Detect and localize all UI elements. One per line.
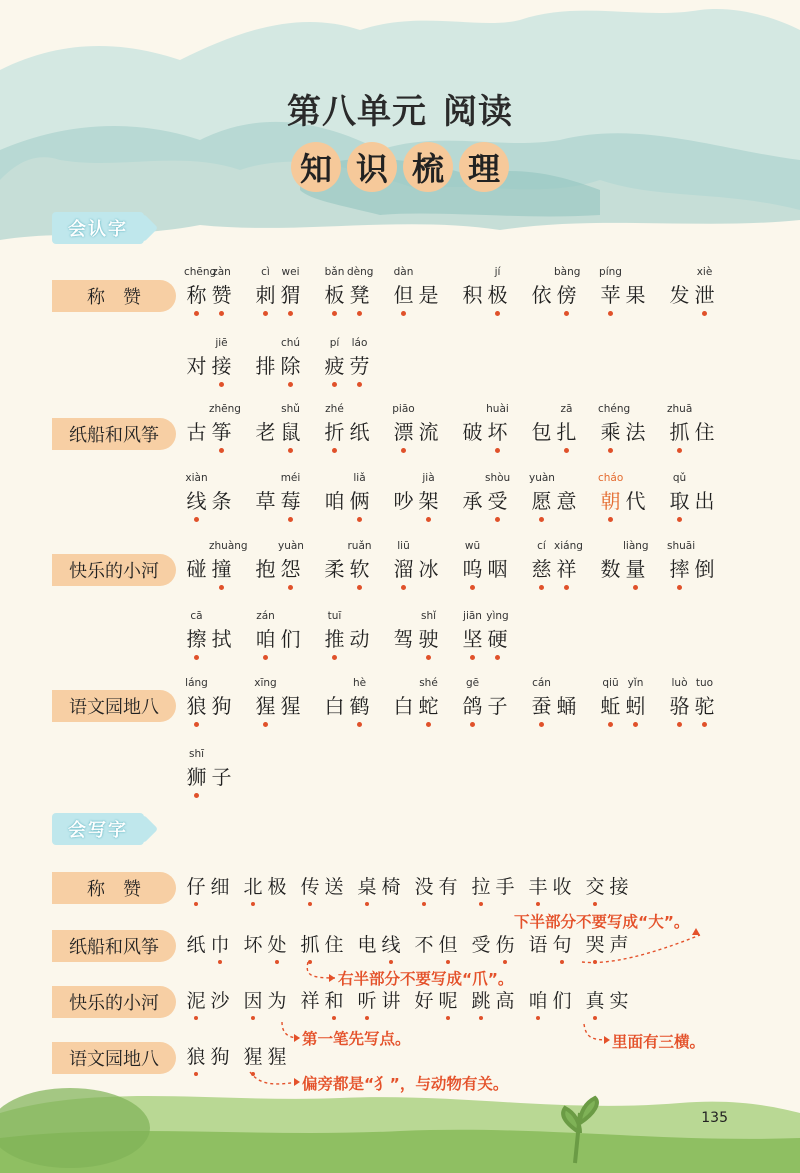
subtitle-char: 梳 [403, 142, 453, 192]
hanzi-char: 傍 [554, 282, 579, 308]
hanzi-char: 流 [418, 420, 439, 444]
hanzi-char: 为 [267, 990, 287, 1012]
pinyin-syllable: shé [419, 677, 438, 689]
hanzi-char: 数 [600, 557, 621, 581]
pinyin-syllable: láo [351, 337, 368, 349]
pinyin-syllable: zhé [325, 403, 344, 415]
pinyin-syllable: shuāi [667, 540, 696, 552]
hanzi-char: 丰 [526, 874, 550, 900]
hanzi-char: 伤 [493, 932, 517, 958]
hanzi-char: 莓 [278, 488, 303, 514]
subtitle-char: 识 [347, 142, 397, 192]
hanzi-char: 狗 [210, 1046, 230, 1068]
hanzi-char: 漂 [391, 419, 416, 445]
hanzi-char: 猩 [280, 694, 301, 718]
hanzi-char: 板 [322, 282, 347, 308]
pinyin-syllable: jí [494, 266, 501, 278]
pinyin-syllable: liū [397, 540, 410, 552]
note-zhen: 里面有三横。 [612, 1033, 706, 1051]
pinyin-syllable: ruǎn [347, 540, 372, 552]
hanzi-char: 咱 [253, 626, 278, 652]
pinyin-syllable: dèng [347, 266, 374, 278]
recognize-heading: 会认字 [52, 212, 144, 244]
hanzi-char: 劳 [347, 353, 372, 379]
hanzi-char: 除 [278, 353, 303, 379]
hanzi-char: 坏 [243, 934, 263, 956]
hanzi-char: 受 [471, 934, 491, 956]
hanzi-char: 拭 [211, 627, 232, 651]
pinyin-syllable: yǐn [627, 677, 644, 689]
hanzi-char: 条 [211, 489, 232, 513]
hanzi-char: 和 [322, 988, 346, 1014]
hanzi-char: 是 [418, 283, 439, 307]
pinyin-syllable: chēng [184, 266, 217, 278]
pinyin-syllable: yuàn [529, 472, 555, 484]
hanzi-char: 传 [298, 874, 322, 900]
lesson-tag: 语文园地八 [52, 1042, 176, 1074]
pinyin-syllable: yuàn [278, 540, 304, 552]
hanzi-char: 赞 [209, 282, 234, 308]
hanzi-char: 祥 [554, 556, 579, 582]
hanzi-char: 扎 [554, 419, 579, 445]
hanzi-char: 称 [184, 282, 209, 308]
hanzi-char: 沙 [210, 990, 230, 1012]
hanzi-char: 狼 [184, 693, 209, 719]
hanzi-char: 擦 [184, 626, 209, 652]
hanzi-char: 坚 [460, 626, 485, 652]
hanzi-char: 发 [669, 283, 690, 307]
hanzi-char: 极 [485, 282, 510, 308]
hanzi-char: 蚯 [598, 693, 623, 719]
hanzi-char: 撞 [209, 556, 234, 582]
hanzi-char: 依 [531, 283, 552, 307]
hanzi-char: 咱 [526, 988, 550, 1014]
hanzi-char: 软 [347, 556, 372, 582]
hanzi-char: 抓 [667, 419, 692, 445]
hanzi-char: 白 [324, 694, 345, 718]
hanzi-char: 鹤 [347, 693, 372, 719]
hanzi-char: 猬 [278, 282, 303, 308]
write-heading: 会写字 [52, 813, 144, 845]
pinyin-syllable: cì [261, 266, 270, 278]
hanzi-char: 咽 [487, 557, 508, 581]
hanzi-char: 白 [393, 694, 414, 718]
hanzi-char: 狗 [211, 694, 232, 718]
pinyin-syllable: huài [486, 403, 509, 415]
lesson-tag: 快乐的小河 [52, 554, 176, 586]
hanzi-char: 蚓 [623, 693, 648, 719]
lesson-tag: 称 赞 [52, 280, 176, 312]
hanzi-char: 硬 [485, 626, 510, 652]
pinyin-syllable: cí [537, 540, 546, 552]
hanzi-char: 交 [583, 874, 607, 900]
pinyin-syllable: xiàn [185, 472, 208, 484]
hanzi-char: 对 [186, 354, 207, 378]
hanzi-char: 吵 [393, 489, 414, 513]
pinyin-syllable: píng [599, 266, 622, 278]
note-xiang: 第一笔先写点。 [302, 1030, 411, 1048]
hanzi-char: 子 [487, 694, 508, 718]
hanzi-char: 果 [625, 283, 646, 307]
hanzi-char: 凳 [347, 282, 372, 308]
hanzi-char: 呢 [436, 988, 460, 1014]
pinyin-syllable: zhuàng [209, 540, 248, 552]
hanzi-char: 刺 [253, 282, 278, 308]
hanzi-char: 架 [416, 488, 441, 514]
lesson-tag: 纸船和风筝 [52, 418, 176, 450]
hanzi-char: 法 [625, 420, 646, 444]
hanzi-char: 祥 [300, 990, 320, 1012]
pinyin-syllable: zàn [212, 266, 231, 278]
hanzi-char: 但 [436, 932, 460, 958]
pinyin-syllable: wū [464, 540, 481, 552]
hanzi-char: 狼 [184, 1044, 208, 1070]
pinyin-syllable: jiān [463, 610, 482, 622]
pinyin-syllable: tuī [327, 610, 342, 622]
pinyin-syllable: qǔ [672, 472, 687, 484]
pinyin-syllable: jià [422, 472, 435, 484]
hanzi-char: 语 [528, 934, 548, 956]
hanzi-char: 不 [414, 934, 434, 956]
pinyin-syllable: cháo [598, 472, 624, 484]
pinyin-syllable: shǐ [420, 610, 437, 622]
hanzi-char: 处 [265, 932, 289, 958]
hanzi-char: 朝 [598, 488, 623, 514]
hanzi-char: 因 [241, 988, 265, 1014]
pinyin-syllable: zhēng [209, 403, 241, 415]
hanzi-char: 筝 [209, 419, 234, 445]
hanzi-char: 冰 [418, 557, 439, 581]
hanzi-char: 蚕 [529, 693, 554, 719]
hanzi-char: 草 [255, 489, 276, 513]
lesson-tag: 快乐的小河 [52, 986, 176, 1018]
hanzi-char: 蛹 [556, 694, 577, 718]
pinyin-syllable: cā [190, 610, 203, 622]
subtitle-char: 知 [291, 142, 341, 192]
hanzi-char: 坏 [485, 419, 510, 445]
hanzi-char: 怨 [278, 556, 303, 582]
hanzi-char: 泥 [184, 988, 208, 1014]
pinyin-syllable: tuo [695, 677, 714, 689]
hanzi-char: 抓 [298, 932, 322, 958]
hanzi-char: 取 [667, 488, 692, 514]
hanzi-char: 积 [462, 283, 483, 307]
pinyin-syllable: liàng [623, 540, 649, 552]
pinyin-syllable: dàn [393, 266, 414, 278]
hanzi-char: 子 [211, 765, 232, 789]
hanzi-char: 柔 [324, 557, 345, 581]
hanzi-char: 意 [556, 489, 577, 513]
hanzi-char: 泄 [692, 282, 717, 308]
hanzi-char: 有 [438, 876, 458, 898]
hanzi-char: 极 [267, 876, 287, 898]
hanzi-char: 真 [583, 988, 607, 1014]
pinyin-syllable: gē [465, 677, 480, 689]
hanzi-char: 动 [349, 627, 370, 651]
lesson-tag: 语文园地八 [52, 690, 176, 722]
hanzi-char: 包 [531, 420, 552, 444]
hanzi-char: 代 [625, 489, 646, 513]
hanzi-char: 猩 [267, 1046, 287, 1068]
pinyin-syllable: méi [280, 472, 301, 484]
hanzi-char: 驾 [393, 627, 414, 651]
pinyin-syllable: chéng [598, 403, 631, 415]
hanzi-char: 鼠 [278, 419, 303, 445]
pinyin-syllable: xīng [254, 677, 277, 689]
hanzi-char: 们 [552, 990, 572, 1012]
pinyin-syllable: shǔ [281, 403, 300, 415]
hanzi-char: 摔 [667, 556, 692, 582]
note-zhua: 右半部分不要写成“爪”。 [338, 970, 514, 988]
pinyin-syllable: chú [280, 337, 301, 349]
hanzi-char: 俩 [347, 488, 372, 514]
hanzi-char: 老 [255, 420, 276, 444]
hanzi-char: 溜 [391, 556, 416, 582]
hanzi-char: 听 [355, 988, 379, 1014]
pinyin-syllable: zán [256, 610, 275, 622]
hanzi-char: 仔 [184, 874, 208, 900]
pinyin-syllable: shī [188, 748, 205, 760]
pinyin-syllable: bǎn [324, 266, 345, 278]
hanzi-char: 住 [324, 934, 344, 956]
hanzi-char: 咱 [324, 489, 345, 513]
hanzi-char: 碰 [186, 557, 207, 581]
hanzi-char: 线 [379, 932, 403, 958]
pinyin-syllable: liǎ [353, 472, 366, 484]
hanzi-char: 出 [694, 489, 715, 513]
note-ku: 下半部分不要写成“大”。 [514, 913, 690, 931]
hanzi-char: 乘 [598, 419, 623, 445]
pinyin-syllable: luò [671, 677, 688, 689]
unit-title-main: 第八单元 [287, 92, 427, 132]
hanzi-char: 纸 [349, 420, 370, 444]
pinyin-syllable: zā [560, 403, 573, 415]
hanzi-char: 折 [322, 419, 347, 445]
hanzi-char: 讲 [381, 990, 401, 1012]
pinyin-syllable: wei [281, 266, 300, 278]
note-quan: 偏旁都是“犭”，与动物有关。 [302, 1075, 509, 1093]
hanzi-char: 慈 [529, 556, 554, 582]
pinyin-syllable: shòu [485, 472, 511, 484]
hanzi-char: 倒 [694, 557, 715, 581]
hanzi-char: 猩 [253, 693, 278, 719]
hanzi-char: 受 [485, 488, 510, 514]
hanzi-char: 送 [324, 876, 344, 898]
hanzi-char: 狮 [184, 764, 209, 790]
hanzi-char: 手 [495, 876, 515, 898]
hanzi-char: 实 [609, 990, 629, 1012]
hanzi-char: 住 [694, 420, 715, 444]
hanzi-char: 线 [184, 488, 209, 514]
hanzi-char: 桌 [355, 874, 379, 900]
hanzi-char: 破 [462, 420, 483, 444]
hanzi-char: 电 [357, 934, 377, 956]
subtitle-char: 理 [459, 142, 509, 192]
hanzi-char: 跳 [469, 988, 493, 1014]
pinyin-syllable: yìng [486, 610, 509, 622]
hanzi-char: 没 [412, 874, 436, 900]
pinyin-syllable: láng [185, 677, 208, 689]
hanzi-char: 高 [495, 990, 515, 1012]
pinyin-syllable: zhuā [667, 403, 693, 415]
hanzi-char: 北 [241, 874, 265, 900]
hanzi-char: 蛇 [416, 693, 441, 719]
hanzi-char: 推 [322, 626, 347, 652]
pinyin-syllable: cán [532, 677, 551, 689]
lesson-tag: 纸船和风筝 [52, 930, 176, 962]
pinyin-syllable: xiè [696, 266, 713, 278]
hanzi-char: 收 [552, 876, 572, 898]
hanzi-char: 苹 [598, 282, 623, 308]
hanzi-char: 细 [210, 876, 230, 898]
hanzi-char: 好 [414, 990, 434, 1012]
hanzi-char: 呜 [460, 556, 485, 582]
hanzi-char: 接 [609, 876, 629, 898]
lesson-tag: 称 赞 [52, 872, 176, 904]
hanzi-char: 句 [550, 932, 574, 958]
hanzi-char: 纸 [186, 934, 206, 956]
hanzi-char: 愿 [529, 488, 554, 514]
hanzi-char: 疲 [322, 353, 347, 379]
unit-title-sub: 阅读 [443, 92, 513, 132]
hanzi-char: 拉 [469, 874, 493, 900]
hanzi-char: 接 [209, 353, 234, 379]
hanzi-char: 猩 [241, 1044, 265, 1070]
hanzi-char: 们 [280, 627, 301, 651]
hanzi-char: 哭 [583, 932, 607, 958]
hanzi-char: 驼 [692, 693, 717, 719]
hanzi-char: 鸽 [460, 693, 485, 719]
hanzi-char: 巾 [208, 932, 232, 958]
hanzi-char: 古 [186, 420, 207, 444]
hanzi-char: 但 [391, 282, 416, 308]
pinyin-syllable: qiū [602, 677, 619, 689]
page-number: 135 [701, 1110, 728, 1126]
pinyin-syllable: xiáng [554, 540, 583, 552]
hanzi-char: 抱 [255, 557, 276, 581]
pinyin-syllable: jiē [215, 337, 228, 349]
hanzi-char: 排 [255, 354, 276, 378]
pinyin-syllable: piāo [392, 403, 415, 415]
pinyin-syllable: hè [352, 677, 367, 689]
hanzi-char: 承 [462, 489, 483, 513]
hanzi-char: 骆 [667, 693, 692, 719]
pinyin-syllable: pí [329, 337, 340, 349]
pinyin-syllable: bàng [554, 266, 581, 278]
hanzi-char: 量 [623, 556, 648, 582]
hanzi-char: 驶 [416, 626, 441, 652]
hanzi-char: 声 [609, 934, 629, 956]
hanzi-char: 椅 [381, 876, 401, 898]
